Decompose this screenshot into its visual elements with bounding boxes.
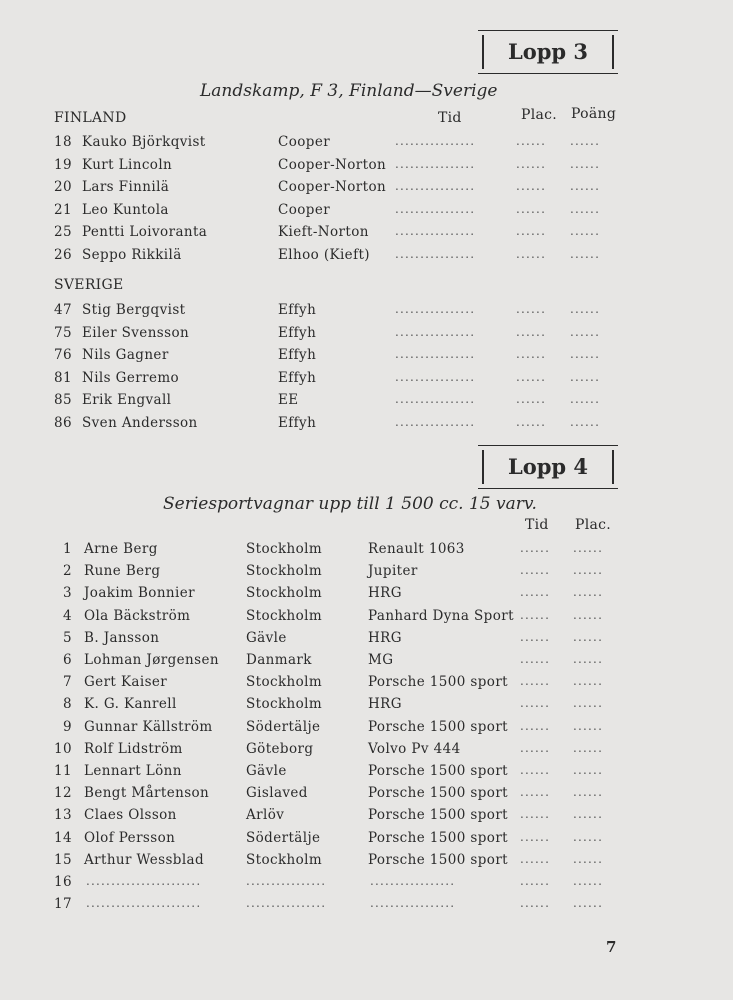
start-number: 11 <box>54 763 72 779</box>
start-number: 76 <box>54 347 72 363</box>
start-number: 7 <box>63 674 72 691</box>
car-name: Effyh <box>278 414 317 431</box>
start-number: 15 <box>54 851 72 868</box>
table-row <box>0 830 733 852</box>
table-row <box>0 302 733 324</box>
car-name: Porsche 1500 sport <box>368 807 509 824</box>
driver-name: Eiler Svensson <box>82 324 190 341</box>
driver-town: Stockholm <box>246 607 323 624</box>
car-name: Porsche 1500 sport <box>368 785 509 802</box>
table-row <box>0 347 733 369</box>
car-name: Porsche 1500 sport <box>368 829 509 846</box>
car-name: HRG <box>368 629 402 646</box>
leader-dots: ...... <box>573 718 604 733</box>
driver-name: Erik Engvall <box>82 392 172 408</box>
driver-town: Gävle <box>246 629 287 646</box>
driver-town: Södertälje <box>246 718 321 735</box>
driver-name: Arthur Wessblad <box>84 851 205 868</box>
leader-dots: ...... <box>520 607 551 622</box>
car-name: Renault 1063 <box>368 541 465 557</box>
car-name: Elhoo (Kieft) <box>278 246 370 263</box>
driver-town: Stockholm <box>246 541 323 557</box>
driver-name: Arne Berg <box>84 541 158 557</box>
leader-dots: ...... <box>573 851 604 866</box>
car-name: Cooper <box>278 134 331 150</box>
lopp4-col-tid: Tid <box>525 517 549 533</box>
leader-dots: ................ <box>246 896 327 911</box>
driver-name: Lars Finnilä <box>82 179 170 195</box>
leader-dots: ................ <box>395 347 476 361</box>
table-row <box>0 541 733 563</box>
leader-dots: ...... <box>573 763 604 777</box>
start-number: 85 <box>54 392 72 408</box>
finland-heading: FINLAND <box>54 110 127 126</box>
lopp4-title: Seriesportvagnar upp till 1 500 cc. 15 varv. <box>163 494 537 514</box>
start-number: 12 <box>54 785 72 802</box>
car-name: Porsche 1500 sport <box>368 718 509 735</box>
leader-dots: ................. <box>370 896 456 911</box>
car-name: EE <box>278 392 299 408</box>
start-number: 47 <box>54 302 72 318</box>
driver-name: Olof Persson <box>84 829 176 846</box>
start-number: 13 <box>54 807 72 824</box>
leader-dots: ...... <box>573 829 604 844</box>
table-row <box>0 563 733 585</box>
lopp4-label-box <box>482 450 614 484</box>
car-name: Jupiter <box>368 563 418 580</box>
car-name: Kieft-Norton <box>278 224 369 240</box>
leader-dots: ....................... <box>86 874 202 888</box>
driver-town: Stockholm <box>246 674 323 691</box>
lopp3-label: Lopp 3 <box>507 39 589 64</box>
leader-dots: ...... <box>520 740 551 755</box>
table-row <box>0 852 733 874</box>
sverige-heading: SVERIGE <box>54 277 124 293</box>
leader-dots: ...... <box>516 347 547 361</box>
table-row <box>0 134 733 156</box>
leader-dots: ...... <box>516 224 547 238</box>
driver-name: Nils Gerremo <box>82 369 180 386</box>
lopp3-label-box <box>482 35 614 69</box>
leader-dots: ...... <box>516 156 547 171</box>
leader-dots: ...... <box>520 652 551 666</box>
leader-dots: ...... <box>520 696 551 711</box>
car-name: Effyh <box>278 347 317 363</box>
table-row <box>0 608 733 630</box>
car-name: Effyh <box>278 302 317 318</box>
table-row <box>0 785 733 807</box>
lopp3-col-tid: Tid <box>438 110 462 126</box>
start-number: 4 <box>63 607 72 624</box>
leader-dots: ................ <box>395 369 476 384</box>
driver-name: B. Jansson <box>84 629 160 646</box>
leader-dots: ...... <box>570 224 601 238</box>
leader-dots: ...... <box>573 740 604 755</box>
driver-town: Gislaved <box>246 785 308 802</box>
table-row <box>0 652 733 674</box>
driver-town: Stockholm <box>246 563 323 580</box>
start-number: 14 <box>54 829 72 846</box>
leader-dots: ...... <box>520 541 551 555</box>
table-row <box>0 202 733 224</box>
table-row <box>0 696 733 718</box>
car-name: Volvo Pv 444 <box>368 740 461 757</box>
car-name: Panhard Dyna Sport <box>368 607 514 624</box>
table-row <box>0 325 733 347</box>
driver-town: Södertälje <box>246 829 321 846</box>
driver-name: Kauko Björkqvist <box>82 134 206 150</box>
leader-dots: ...... <box>570 414 601 429</box>
leader-dots: ...... <box>516 302 547 316</box>
leader-dots: ................ <box>395 302 476 316</box>
leader-dots: ...... <box>573 874 604 888</box>
start-number: 5 <box>63 629 72 646</box>
leader-dots: ................ <box>395 156 476 171</box>
leader-dots: ...... <box>573 785 604 800</box>
start-number: 8 <box>63 696 72 713</box>
leader-dots: ...... <box>570 179 601 193</box>
start-number: 17 <box>54 896 72 913</box>
table-row <box>0 585 733 607</box>
leader-dots: ...... <box>573 563 604 578</box>
lopp3-col-plac: Plac. <box>521 107 558 123</box>
leader-dots: ................ <box>395 324 476 339</box>
driver-name: K. G. Kanrell <box>84 696 177 713</box>
driver-name: Leo Kuntola <box>82 201 169 218</box>
table-row <box>0 179 733 201</box>
driver-town: Stockholm <box>246 696 323 713</box>
leader-dots: ...... <box>520 807 551 822</box>
leader-dots: ................ <box>246 874 327 888</box>
driver-town: Stockholm <box>246 585 323 602</box>
leader-dots: ...... <box>516 179 547 193</box>
table-row <box>0 674 733 696</box>
car-name: Porsche 1500 sport <box>368 763 509 779</box>
start-number: 3 <box>63 585 72 602</box>
leader-dots: ...... <box>520 785 551 800</box>
table-row <box>0 741 733 763</box>
driver-town: Danmark <box>246 652 312 668</box>
driver-name: Nils Gagner <box>82 347 169 363</box>
driver-town: Stockholm <box>246 851 323 868</box>
start-number: 25 <box>54 224 72 240</box>
lopp4-label: Lopp 4 <box>507 454 589 479</box>
car-name: Cooper-Norton <box>278 179 387 195</box>
driver-town: Gävle <box>246 763 287 779</box>
car-name: Effyh <box>278 324 317 341</box>
start-number: 18 <box>54 134 72 150</box>
table-row <box>0 807 733 829</box>
leader-dots: ...... <box>516 201 547 216</box>
leader-dots: ...... <box>520 829 551 844</box>
leader-dots: ...... <box>573 696 604 711</box>
leader-dots: ...... <box>570 246 601 261</box>
leader-dots: ...... <box>516 246 547 261</box>
car-name: HRG <box>368 585 402 602</box>
leader-dots: ...... <box>570 392 601 406</box>
leader-dots: ...... <box>570 347 601 361</box>
leader-dots: ...... <box>520 629 551 644</box>
start-number: 16 <box>54 874 72 890</box>
start-number: 26 <box>54 246 72 263</box>
table-row <box>0 247 733 269</box>
table-row <box>0 896 733 918</box>
leader-dots: ...... <box>520 763 551 777</box>
leader-dots: ...... <box>516 369 547 384</box>
leader-dots: ...... <box>573 896 604 911</box>
leader-dots: ...... <box>573 607 604 622</box>
start-number: 81 <box>54 369 72 386</box>
leader-dots: ...... <box>520 674 551 689</box>
car-name: MG <box>368 652 394 668</box>
car-name: Effyh <box>278 369 317 386</box>
lopp3-col-poang: Poäng <box>571 106 617 122</box>
leader-dots: ...... <box>520 851 551 866</box>
leader-dots: ....................... <box>86 896 202 911</box>
start-number: 2 <box>63 563 72 580</box>
driver-town: Arlöv <box>246 807 285 824</box>
leader-dots: ................ <box>395 246 476 261</box>
leader-dots: ...... <box>573 652 604 666</box>
table-row <box>0 415 733 437</box>
leader-dots: ...... <box>573 629 604 644</box>
leader-dots: ...... <box>516 414 547 429</box>
driver-name: Seppo Rikkilä <box>82 246 182 263</box>
table-row <box>0 157 733 179</box>
car-name: Porsche 1500 sport <box>368 674 509 691</box>
driver-name: Claes Olsson <box>84 807 177 824</box>
leader-dots: ................ <box>395 224 476 238</box>
start-number: 20 <box>54 179 72 195</box>
leader-dots: ...... <box>520 874 551 888</box>
leader-dots: ...... <box>573 585 604 600</box>
start-number: 9 <box>63 718 72 735</box>
leader-dots: ...... <box>573 674 604 689</box>
leader-dots: ...... <box>570 201 601 216</box>
table-row <box>0 224 733 246</box>
leader-dots: ................ <box>395 201 476 216</box>
start-number: 1 <box>63 541 72 557</box>
leader-dots: ...... <box>570 302 601 316</box>
driver-name: Joakim Bonnier <box>84 585 195 602</box>
driver-name: Gert Kaiser <box>84 674 168 691</box>
driver-name: Stig Bergqvist <box>82 302 186 318</box>
table-row <box>0 392 733 414</box>
leader-dots: ...... <box>516 134 547 148</box>
table-row <box>0 719 733 741</box>
leader-dots: ................ <box>395 392 476 406</box>
lopp3-title: Landskamp, F 3, Finland—Sverige <box>200 81 498 101</box>
driver-name: Lohman Jørgensen <box>84 652 219 668</box>
leader-dots: ...... <box>570 369 601 384</box>
table-row <box>0 874 733 896</box>
leader-dots: ...... <box>573 807 604 822</box>
leader-dots: ...... <box>520 896 551 911</box>
driver-name: Rolf Lidström <box>84 740 183 757</box>
driver-name: Kurt Lincoln <box>82 156 173 173</box>
driver-name: Sven Andersson <box>82 414 198 431</box>
driver-name: Lennart Lönn <box>84 763 182 779</box>
car-name: Cooper-Norton <box>278 156 387 173</box>
driver-name: Pentti Loivoranta <box>82 224 208 240</box>
start-number: 75 <box>54 324 72 341</box>
leader-dots: ...... <box>520 585 551 600</box>
start-number: 19 <box>54 156 72 173</box>
leader-dots: ...... <box>520 563 551 578</box>
leader-dots: ................ <box>395 414 476 429</box>
leader-dots: ...... <box>520 718 551 733</box>
leader-dots: ................ <box>395 179 476 193</box>
leader-dots: ...... <box>516 392 547 406</box>
car-name: Cooper <box>278 201 331 218</box>
driver-town: Göteborg <box>246 740 314 757</box>
start-number: 6 <box>63 652 72 668</box>
leader-dots: ...... <box>570 134 601 148</box>
driver-name: Ola Bäckström <box>84 607 191 624</box>
start-number: 21 <box>54 201 72 218</box>
start-number: 86 <box>54 414 72 431</box>
start-number: 10 <box>54 740 72 757</box>
leader-dots: ................. <box>370 874 456 888</box>
table-row <box>0 763 733 785</box>
driver-name: Bengt Mårtenson <box>84 785 210 802</box>
car-name: HRG <box>368 696 402 713</box>
page-number: 7 <box>606 938 617 956</box>
table-row <box>0 370 733 392</box>
leader-dots: ...... <box>573 541 604 555</box>
leader-dots: ...... <box>570 324 601 339</box>
leader-dots: ...... <box>516 324 547 339</box>
lopp4-col-plac: Plac. <box>575 517 612 533</box>
car-name: Porsche 1500 sport <box>368 851 509 868</box>
driver-name: Rune Berg <box>84 563 161 580</box>
table-row <box>0 630 733 652</box>
driver-name: Gunnar Källström <box>84 718 213 735</box>
leader-dots: ................ <box>395 134 476 148</box>
leader-dots: ...... <box>570 156 601 171</box>
